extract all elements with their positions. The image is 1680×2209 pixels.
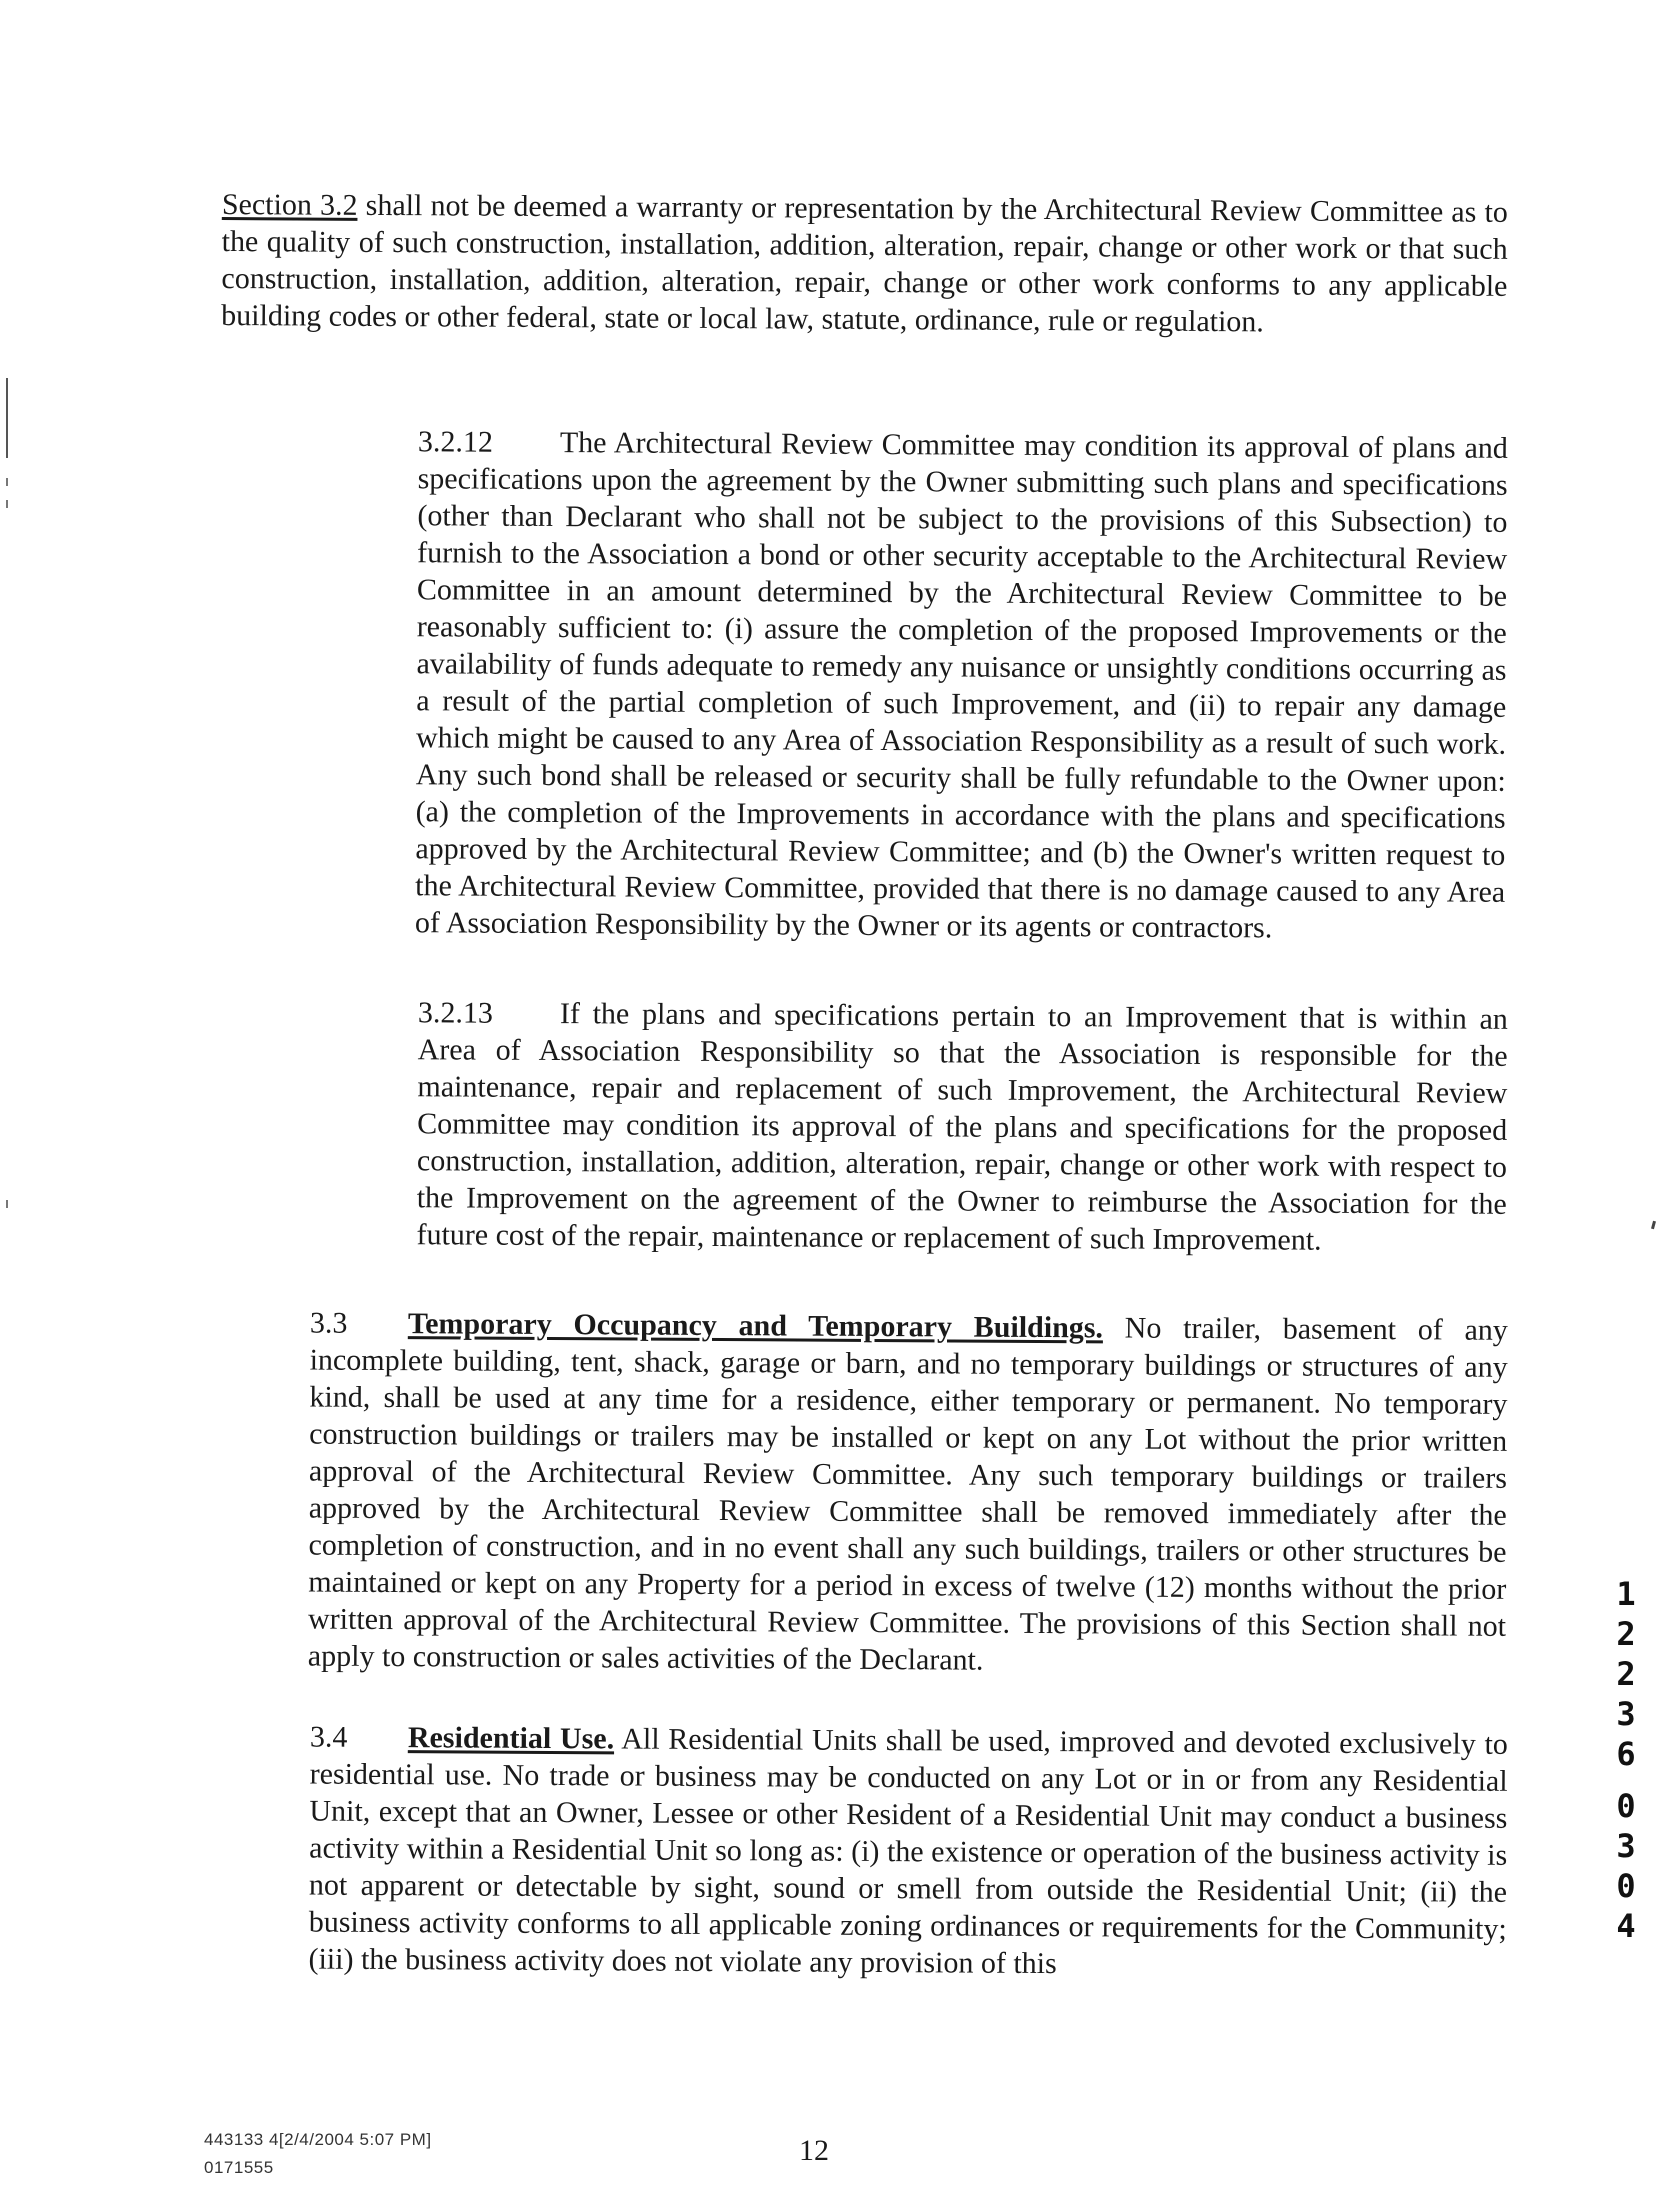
section-heading: Temporary Occupancy and Temporary Buildings. — [407, 1307, 1104, 1345]
stamp-digit: 2 — [1616, 1655, 1636, 1693]
recording-stamp-bottom — [1606, 1786, 1646, 1946]
paragraph-section-3-2-continuation — [221, 186, 1508, 342]
paragraph-3-3 — [220, 1304, 1508, 1682]
paragraph-3-2-13 — [220, 993, 1508, 1260]
paragraph-3-2-12 — [219, 422, 1508, 948]
section-heading: Residential Use. — [407, 1721, 615, 1756]
section-reference: Section 3.2 — [221, 187, 358, 222]
page-number: 12 — [799, 2134, 829, 2167]
paragraph-body: shall not be deemed a warranty or representation by the Architectural Review Committee as to the quality of such construction, installation, addition, alteration, repair, change or other work or that such construction, installation, addition, alteration, repair, change or other work conforms to any applicable building codes or other federal, state or local law, statute, ordinance, rule or regulation. — [221, 188, 1508, 339]
stamp-digit: 3 — [1616, 1695, 1636, 1733]
stamp-digit: 6 — [1616, 1735, 1636, 1773]
margin-tick — [6, 1200, 8, 1208]
margin-tick — [6, 500, 8, 508]
margin-speck — [1651, 1221, 1656, 1230]
section-number: 3.3 — [309, 1306, 348, 1340]
footer-doc-code: 0171555 — [204, 2158, 274, 2177]
stamp-digit: 1 — [1616, 1575, 1636, 1613]
paragraph-body: The Architectural Review Committee may condition its approval of plans and specifications upon the agreement by the Owner submitting such plans and specifications (other than Declarant who shall not be subject to the provisions of this Subsection) to furnish to the Association a bond or other security acceptable to the Architectural Review Committee in an amount determined by the Architectural Review Committee to be reasonably sufficient to: (i) assure the completion of the proposed Improvements or the availability of funds adequate to remedy any nuisance or unsightly conditions occurring as a result of the partial completion of such Improvement, and (ii) to repair any damage which might be caused to any Area of Association Responsibility as a result of such work. Any such bond shall be released or security shall be fully refundable to the Owner upon: (a) the completion of the Improvements in accordance with the plans and specifications approved by the Architectural Review Committee; and (b) the Owner's written request to the Architectural Review Committee, provided that there is no damage caused to any Area of Association Responsibility by the Owner or its agents or contractors. — [414, 426, 1508, 945]
stamp-digit: 0 — [1616, 1787, 1636, 1825]
stamp-digit: 3 — [1616, 1827, 1636, 1865]
paragraph-body: All Residential Units shall be used, improved and devoted exclusively to residential use. No trade or business may be conducted on any Lot or in or from any Residential Unit, except that an Owner, Lessee or other Resident of a Residential Unit may conduct a business activity within a Residential Unit so long as: (i) the existence or operation of the business activity is not apparent or detectable by sight, sound or smell from outside the Residential Unit; (ii) the business activity conforms to all applicable zoning ordinances or requirements for the Community; (iii) the business activity does not violate any provision of this — [308, 1722, 1508, 1981]
stamp-digit: 0 — [1616, 1867, 1636, 1905]
stamp-digit: 4 — [1616, 1907, 1636, 1945]
section-number: 3.4 — [309, 1720, 348, 1754]
subsection-number: 3.2.12 — [417, 425, 493, 459]
stamp-digit: 2 — [1616, 1615, 1636, 1653]
recording-stamp-top — [1606, 1574, 1646, 1774]
paragraph-3-4 — [220, 1718, 1508, 1985]
footer-doc-id: 443133 4[2/4/2004 5:07 PM] — [204, 2130, 432, 2149]
margin-tick — [6, 478, 8, 486]
paragraph-body: No trailer, basement of any incomplete building, tent, shack, garage or barn, and no temporary buildings or structures of any kind, shall be used at any time for a residence, either temporary or permanent. No temporary construction buildings or trailers may be installed or kept on any Lot without the prior written approval of the Architectural Review Committee. Any such temporary buildings or trailers approved by the Architectural Review Committee shall be removed immediately after the completion of construction, and in no event shall any such buildings, trailers or other structures be maintained or kept on any Property for a period in excess of twelve (12) months without the prior written approval of the Architectural Review Committee. The provisions of this Section shall not apply to construction or sales activities of the Declarant. — [307, 1311, 1508, 1677]
subsection-number: 3.2.13 — [417, 996, 493, 1030]
footer-doc-info — [204, 2126, 432, 2182]
margin-mark — [6, 378, 8, 458]
paragraph-body: If the plans and specifications pertain to an Improvement that is within an Area of Association Responsibility so that the Association is responsible for the maintenance, repair and replacement of such Improvement, the Architectural Review Committee may condition its approval of the plans and specifications for the proposed construction, installation, addition, alteration, repair, change or other work with respect to the Improvement on the agreement of the Owner to reimburse the Association for the future cost of the repair, maintenance or replacement of such Improvement. — [416, 997, 1508, 1257]
